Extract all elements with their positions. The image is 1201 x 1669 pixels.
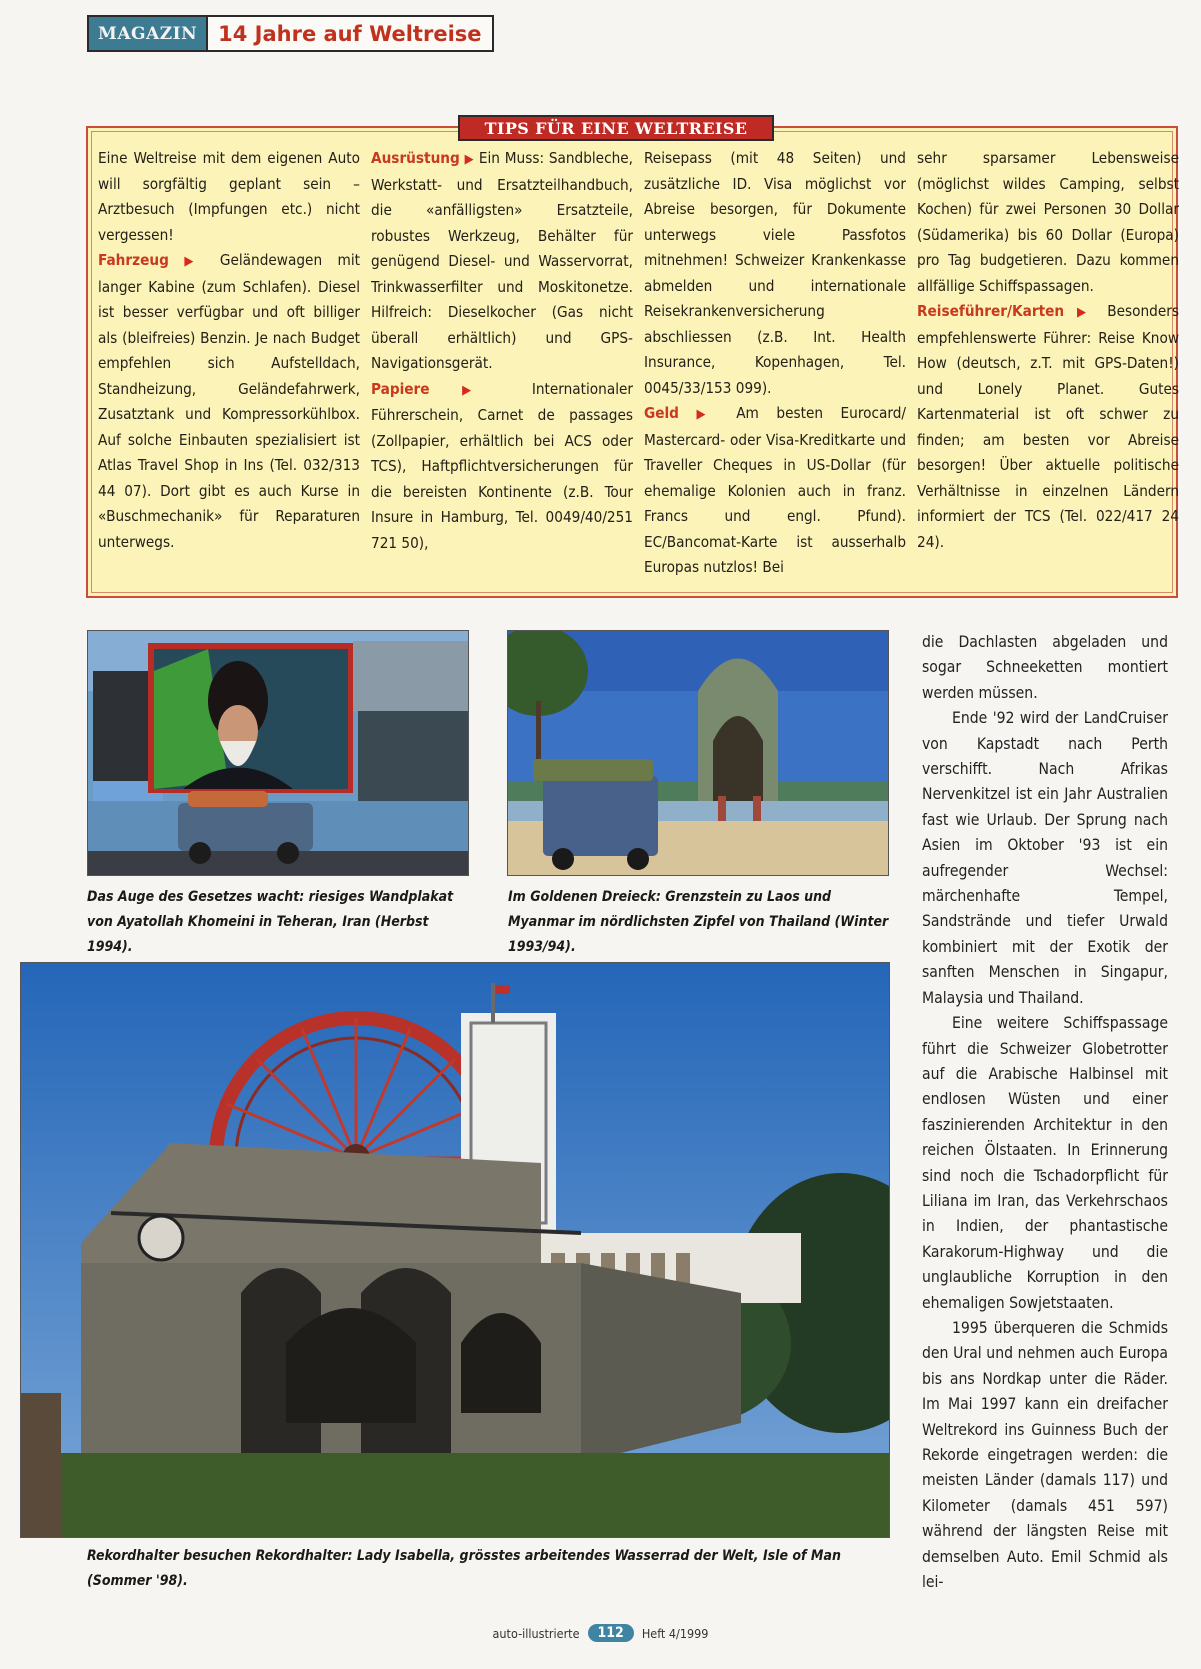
arrow-right-icon: ▶ <box>696 407 719 422</box>
tip-text-geld-cont: sehr sparsamer Lebensweise (möglichst wildes Camping, selbst Kochen) für zwei Personen 30 Dollar (Südamerika) bis 60 Dollar (Europa) pro Tag budgetieren. Dazu kommen allfällige Schiffspassagen. <box>917 149 1179 295</box>
article-paragraph: Ende '92 wird der LandCruiser von Kapstadt nach Perth verschifft. Nach Afrikas Nervenkitzel ist ein Jahr Australien fast wie Urlaub. Der Sprung nach Asien im Oktober '93 ist ein aufregender Wechsel: märchenhafte Tempel, Sandstrände und tiefer Urwald kombiniert mit der Exotik der sanften Menschen in Singapur, Malaysia und Thailand. <box>922 709 1168 1007</box>
tip-keyword-fahrzeug: Fahrzeug <box>98 251 169 269</box>
thailand-border-image <box>508 631 888 875</box>
caption-thailand: Im Goldenen Dreieck: Grenzstein zu Laos und Myanmar im nördlichsten Zipfel von Thailand (Winter 1993/94). <box>508 889 889 955</box>
article-body-column <box>922 630 1168 1595</box>
arrow-right-icon: ▶ <box>464 152 475 167</box>
caption-tehran: Das Auge des Gesetzes wacht: riesiges Wandplakat von Ayatollah Khomeini in Teheran, Iran (Herbst 1994). <box>87 889 454 955</box>
article-title: 14 Jahre auf Weltreise <box>218 21 482 46</box>
tip-text-papiere-cont: Reisepass (mit 48 Seiten) und zusätzliche ID. Visa möglichst vor Abreise besorgen, für Dokumente unterwegs viele Passfotos mitnehmen! Schweizer Krankenkasse abmelden und internationale Reisekrankenversicherung abschliessen (z.B. Int. Health Insurance, Kopenhagen, Tel. 0045/33/153 099). <box>644 149 906 397</box>
tip-keyword-ausruestung: Ausrüstung <box>371 149 460 167</box>
arrow-right-icon: ▶ <box>184 254 205 269</box>
photo-tehran-mural <box>87 630 469 876</box>
article-paragraph: Eine weitere Schiffspassage führt die Schweizer Globetrotter auf die Arabische Halbinsel mit endlosen Wüsten und einer faszinierenden Architektur in den reichen Ölstaaten. In Erinnerung sind noch die Tschadorpflicht für Liliana im Iran, das Verkehrschaos in Indien, der phantastische Karakorum-Highway und die unglaubliche Korruption in den ehemaligen Sowjetstaaten. <box>922 1014 1168 1312</box>
tip-keyword-reisefuehrer: Reiseführer/Karten <box>917 302 1065 320</box>
tip-keyword-geld: Geld <box>644 404 679 422</box>
tips-column-3 <box>644 146 906 581</box>
tip-text-geld: Am besten Eurocard/ Mastercard- oder Visa-Kreditkarte und Traveller Cheques in US-Dollar (für ehemalige Kolonien auch in franz. Francs und engl. Pfund). EC/Bancomat-Karte ist ausserhalb Europas nutzlos! Bei <box>644 404 906 576</box>
publication-name: auto-illustrierte <box>492 1625 580 1641</box>
tip-text-reisefuehrer: Besonders empfehlenswerte Führer: Reise Know How (deutsch, z.T. mit GPS-Daten!) und Lonely Planet. Gutes Kartenmaterial ist oft schwer zu finden; am besten vor Abreise besorgen! Über aktuelle politische Verhältnisse in einzelnen Ländern informiert der TCS (Tel. 022/417 24 24). <box>917 302 1179 551</box>
tip-text-ausruestung: Ein Muss: Sandbleche, Werkstatt- und Ersatzteilhandbuch, die «anfälligsten» Ersatzteile, robustes Werkzeug, Behälter für genügend Diesel- und Wasservorrat, Trinkwasserfilter und Moskitonetze. Hilfreich: Dieselkocher (Gas nicht überall erhältlich) und GPS-Navigationsgerät. <box>371 149 634 372</box>
issue-label: Heft 4/1999 <box>641 1625 709 1641</box>
photo-thailand-border <box>507 630 889 876</box>
article-paragraph: die Dachlasten abgeladen und sogar Schneeketten montiert werden müssen. <box>922 633 1168 702</box>
arrow-right-icon: ▶ <box>1076 305 1095 320</box>
caption-waterwheel: Rekordhalter besuchen Rekordhalter: Lady Isabella, grösstes arbeitendes Wasserrad der Welt, Isle of Man (Sommer '98). <box>87 1548 841 1589</box>
tips-column-4 <box>917 146 1179 555</box>
section-label: MAGAZIN <box>89 17 208 50</box>
tip-text-papiere: Internationaler Führerschein, Carnet de passages (Zollpapier, erhältlich bei ACS oder TCS), Haftpflichtversicherungen für die bereisten Kontinente (z.B. Tour Insure in Hamburg, Tel. 0049/40/251 721 50), <box>371 379 634 552</box>
page-footer <box>0 1624 1201 1642</box>
tips-column-2 <box>371 146 633 556</box>
tip-text-fahrzeug: Geländewagen mit langer Kabine (zum Schlafen). Diesel ist besser verfügbar und oft billiger als (bleifreies) Benzin. Je nach Budget empfehlen sich Aufstelldach, Standheizung, Geländefahrwerk, Zusatztank und Kompressorkühlbox. Auf solche Einbauten spezialisiert ist Atlas Travel Shop in Ins (Tel. 032/313 44 07). Dort gibt es auch Kurse in «Buschmechanik» für Reparaturen unterwegs. <box>98 251 361 551</box>
tehran-mural-image <box>88 631 468 875</box>
tips-column-1 <box>98 146 360 555</box>
article-paragraph: 1995 überqueren die Schmids den Ural und nehmen auch Europa bis ans Nordkap unter die Räder. Im Mai 1997 kann ein dreifacher Weltrekord ins Guinness Buch der Rekorde eingetragen werden: die meisten Länder (damals 117) und Kilometer (damals 451 597) während der längsten Reise mit demselben Auto. Emil Schmid als lei- <box>922 1318 1168 1592</box>
page-number-badge: 112 <box>588 1624 634 1642</box>
tips-intro: Eine Weltreise mit dem eigenen Auto will sorgfältig geplant sein – Arztbesuch (Impfungen etc.) nicht vergessen! <box>98 149 360 244</box>
photo-laxey-waterwheel <box>20 962 890 1538</box>
tips-banner: TIPS FÜR EINE WELTREISE <box>458 115 774 141</box>
waterwheel-image <box>21 963 889 1537</box>
section-header <box>87 15 494 52</box>
tip-keyword-papiere: Papiere <box>371 379 430 398</box>
arrow-right-icon: ▶ <box>462 382 500 398</box>
